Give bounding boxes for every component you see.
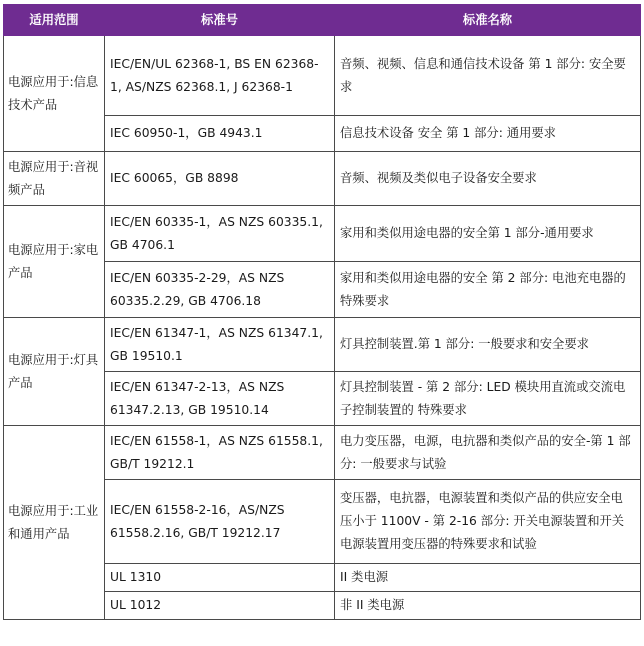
standard-name-cell: 电力变压器，电源，电抗器和类似产品的安全-第 1 部分: 一般要求与试验 — [335, 426, 641, 480]
table-row — [4, 318, 641, 372]
standard-code-cell: UL 1310 — [105, 564, 335, 592]
standard-name-cell: 音频、视频及类似电子设备安全要求 — [335, 152, 641, 206]
standard-code-cell: IEC/EN 61347-2-13，AS NZS 61347.2.13, GB 19510.14 — [105, 372, 335, 426]
standards-table — [3, 4, 641, 620]
table-row — [4, 206, 641, 262]
standard-name-cell: 家用和类似用途电器的安全第 1 部分-通用要求 — [335, 206, 641, 262]
header-standard-name: 标准名称 — [335, 5, 641, 36]
standard-code-cell: IEC/EN/UL 62368-1, BS EN 62368-1, AS/NZS 62368.1, J 62368-1 — [105, 36, 335, 116]
standard-name-cell: 灯具控制装置.第 1 部分: 一般要求和安全要求 — [335, 318, 641, 372]
header-row — [4, 5, 641, 36]
table-row — [4, 426, 641, 480]
standard-code-cell: UL 1012 — [105, 592, 335, 620]
standard-name-cell: 音频、视频、信息和通信技术设备 第 1 部分: 安全要求 — [335, 36, 641, 116]
standard-name-cell: 家用和类似用途电器的安全 第 2 部分: 电池充电器的特殊要求 — [335, 262, 641, 318]
standard-name-cell: II 类电源 — [335, 564, 641, 592]
standard-code-cell: IEC 60950-1，GB 4943.1 — [105, 116, 335, 152]
standard-code-cell: IEC/EN 60335-2-29，AS NZS 60335.2.29, GB 4706.18 — [105, 262, 335, 318]
scope-cell: 电源应用于:灯具产品 — [4, 318, 105, 426]
scope-cell: 电源应用于:家电产品 — [4, 206, 105, 318]
header-standard-number: 标准号 — [105, 5, 335, 36]
standard-name-cell: 信息技术设备 安全 第 1 部分: 通用要求 — [335, 116, 641, 152]
standard-name-cell: 变压器，电抗器，电源装置和类似产品的供应安全电压小于 1100V - 第 2-16 部分: 开关电源装置和开关电源装置用变压器的特殊要求和试验 — [335, 480, 641, 564]
standard-code-cell: IEC 60065，GB 8898 — [105, 152, 335, 206]
standard-code-cell: IEC/EN 61558-1，AS NZS 61558.1, GB/T 19212.1 — [105, 426, 335, 480]
scope-cell: 电源应用于:音视频产品 — [4, 152, 105, 206]
standard-name-cell: 非 II 类电源 — [335, 592, 641, 620]
scope-cell: 电源应用于:信息技术产品 — [4, 36, 105, 152]
standard-name-cell: 灯具控制装置 - 第 2 部分: LED 模块用直流或交流电子控制装置的 特殊要求 — [335, 372, 641, 426]
scope-cell: 电源应用于:工业和通用产品 — [4, 426, 105, 620]
standard-code-cell: IEC/EN 60335-1，AS NZS 60335.1, GB 4706.1 — [105, 206, 335, 262]
table-row — [4, 36, 641, 116]
standard-code-cell: IEC/EN 61558-2-16，AS/NZS 61558.2.16, GB/T 19212.17 — [105, 480, 335, 564]
header-scope: 适用范围 — [4, 5, 105, 36]
standard-code-cell: IEC/EN 61347-1，AS NZS 61347.1, GB 19510.1 — [105, 318, 335, 372]
table-row — [4, 152, 641, 206]
